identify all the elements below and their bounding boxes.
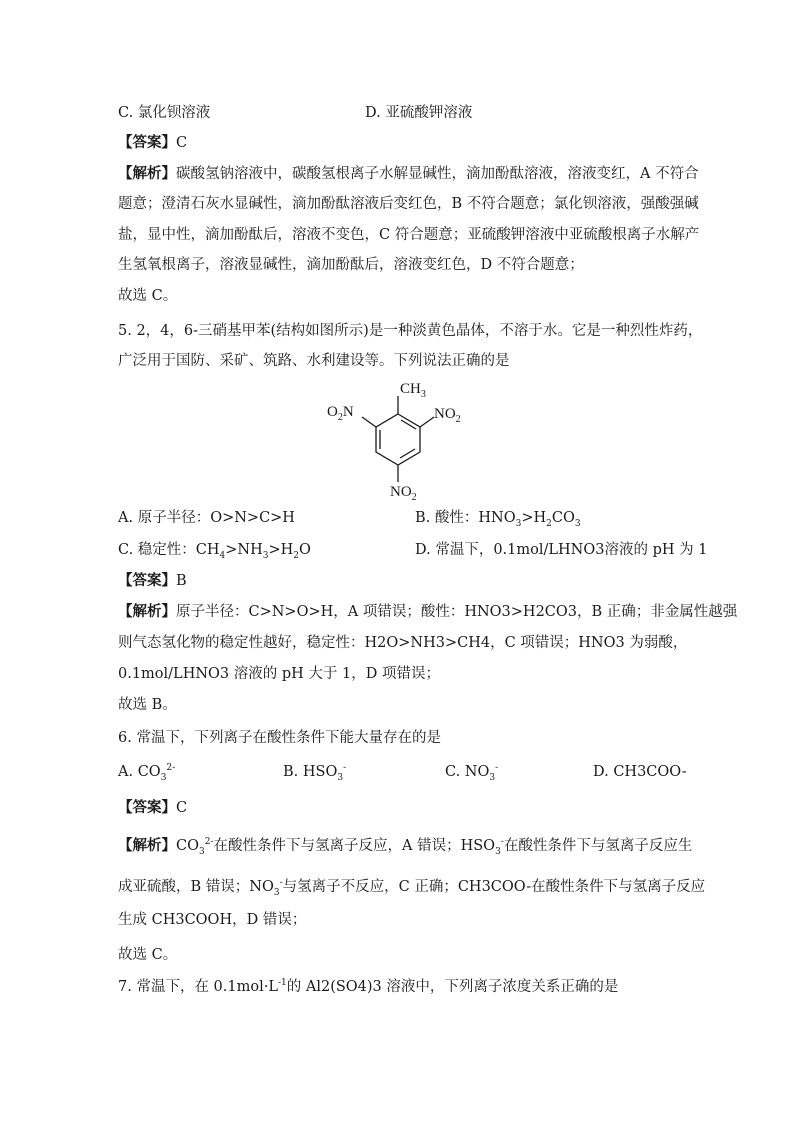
- answer-value: B: [176, 573, 187, 589]
- q5-stem-line-2: 广泛用于国防、采矿、筑路、水利建设等。下列说法正确的是: [118, 353, 510, 369]
- q4-analysis-line-2: 题意；澄清石灰水显碱性，滴加酚酞溶液后变红色，B 不符合题意；氯化钡溶液，强酸强碱: [118, 196, 699, 212]
- answer-value: C: [176, 800, 188, 816]
- q4-option-d: D. 亚硫酸钾溶液: [365, 105, 473, 121]
- q5-option-b: B. 酸性：$HNO_3>H_2CO_3$: [415, 510, 581, 529]
- analysis-text: 与氢离子不反应，C 正确；CH3COO-在酸性条件下与氢离子反应: [282, 879, 706, 895]
- q4-answer: [118, 133, 187, 153]
- q5-analysis-line-3: 0.1mol/LHNO3 溶液的 pH 大于 1，D 项错误；: [118, 666, 440, 682]
- q5-conclusion: 故选 B。: [118, 697, 177, 713]
- analysis-text: 碳酸氢钠溶液中，碳酸氢根离子水解显碱性，滴加酚酞溶液，溶液变红，A 不符合: [176, 166, 699, 182]
- q4-conclusion: 故选 C。: [118, 288, 178, 304]
- q5-analysis-line-2: 则气态氢化物的稳定性越好，稳定性：H2O>NH3>CH4，C 项错误；HNO3 为弱酸，: [118, 635, 688, 651]
- analysis-text: 原子半径：C>N>O>H，A 项错误；酸性：HNO3>H2CO3，B 正确；非金属性越强: [176, 604, 738, 620]
- stem-text: 7. 常温下，在 0.1mol·L: [118, 979, 278, 995]
- q5-option-a: A. 原子半径：O>N>C>H: [118, 510, 295, 526]
- q5-analysis-line-1: [118, 602, 737, 622]
- q6-option-c: C. $NO_3^-$: [445, 763, 499, 783]
- analysis-text: 成亚硫酸，B 错误；: [118, 879, 250, 895]
- methyl-label: $CH_3$: [400, 381, 426, 400]
- q6-analysis-line-2: 成亚硫酸，B 错误；$NO_3^-$与氢离子不反应，C 正确；CH3COO-在酸性条件下与氢离子反应: [118, 878, 706, 898]
- q5-option-c: C. 稳定性：$CH_4>NH_3>H_2O$: [118, 542, 311, 561]
- right-nitro-label: $NO_2$: [434, 406, 461, 425]
- q6-analysis-line-1: 【解析】$CO_3^{2-}$在酸性条件下与氢离子反应，A 错误；$HSO_3^-$在酸性条件下与氢离子反应生: [118, 837, 693, 857]
- option-letter: A.: [118, 764, 134, 780]
- option-letter: B.: [283, 764, 299, 780]
- answer-label: 【答案】: [118, 134, 176, 151]
- q6-option-a: A. $CO_3^{2-}$: [118, 763, 176, 783]
- q5-answer: [118, 571, 187, 591]
- analysis-label: 【解析】: [118, 603, 176, 620]
- q4-analysis-line-3: 盐，显中性，滴加酚酞后，溶液不变色，C 符合题意；亚硫酸钾溶液中亚硫酸根离子水解产: [118, 227, 700, 243]
- q5-stem-line-1: 5. 2，4，6-三硝基甲苯(结构如图所示)是一种淡黄色晶体，不溶于水。它是一种烈性炸药，: [118, 323, 703, 339]
- q4-analysis-line-4: 生氢氧根离子，溶液显碱性，滴加酚酞后，溶液变红色，D 不符合题意；: [118, 257, 584, 273]
- q6-conclusion: 故选 C。: [118, 947, 178, 963]
- option-letter: C.: [445, 764, 461, 780]
- analysis-label: 【解析】: [118, 165, 176, 182]
- bottom-nitro-label: $NO_2$: [390, 484, 417, 502]
- q6-answer: [118, 798, 187, 818]
- q6-option-b: B. $HSO_3^-$: [283, 763, 347, 783]
- q5-option-d: D. 常温下，0.1mol/LHNO3溶液的 pH 为 1: [415, 542, 708, 558]
- option-c-prefix: C. 稳定性：: [118, 542, 196, 558]
- q4-analysis-line-1: [118, 164, 699, 184]
- answer-label: 【答案】: [118, 572, 176, 589]
- analysis-text: 在酸性条件下与氢离子反应生: [503, 838, 693, 854]
- option-b-prefix: B. 酸性：: [415, 510, 479, 526]
- q7-stem: 7. 常温下，在 $0.1mol\cdot L^{-1}$的 Al2(SO4)3 溶液中，下列离子浓度关系正确的是: [118, 978, 619, 995]
- tnt-structure-diagram: [320, 372, 480, 502]
- left-nitro-label: $O_2N$: [327, 404, 354, 423]
- analysis-text: 在酸性条件下与氢离子反应，A 错误；: [213, 838, 461, 854]
- q6-analysis-line-3: 生成 CH3COOH，D 错误；: [118, 912, 307, 928]
- answer-label: 【答案】: [118, 799, 176, 816]
- stem-text: 的 Al2(SO4)3 溶液中，下列离子浓度关系正确的是: [286, 979, 619, 995]
- q4-option-c: C. 氯化钡溶液: [118, 105, 211, 121]
- q6-stem: 6. 常温下，下列离子在酸性条件下能大量存在的是: [118, 730, 441, 746]
- q6-option-d: D. CH3COO-: [593, 764, 687, 780]
- answer-value: C: [176, 135, 188, 151]
- analysis-label: 【解析】: [118, 837, 176, 854]
